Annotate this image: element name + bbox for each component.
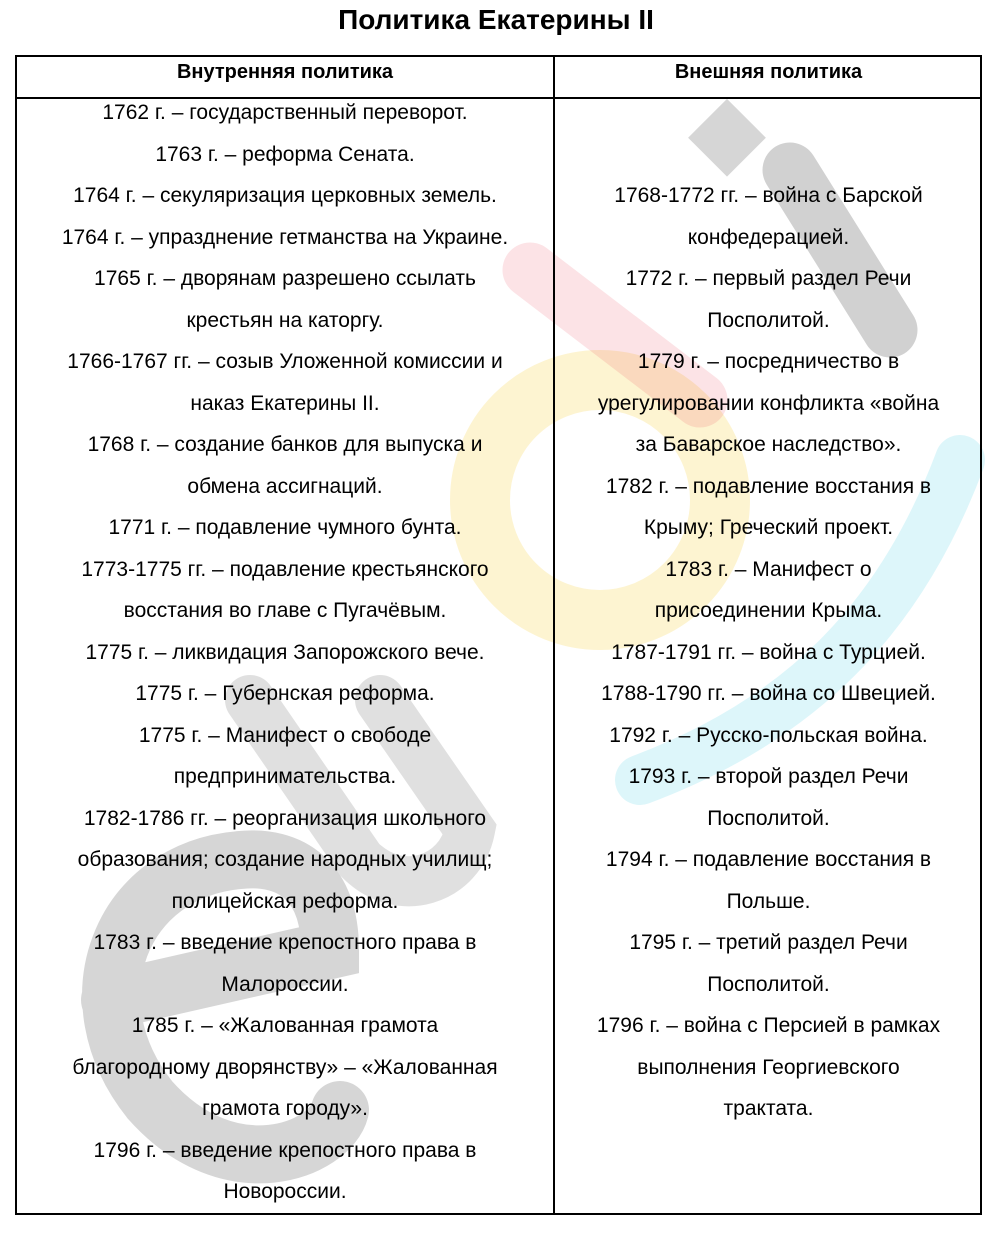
- entry-text-line: присоединении Крыма.: [654, 599, 883, 622]
- entry-text-line: наказ Екатерины II.: [190, 391, 380, 415]
- entry-text-line: 1793 г. – второй раздел Речи: [628, 765, 909, 788]
- entry-text-line: Крыму; Греческий проект.: [643, 516, 894, 539]
- external-policy-entry: [555, 341, 982, 466]
- entry-text-line: 1764 г. – секуляризация церковных земель.: [73, 184, 497, 207]
- entry-text-line: 1795 г. – третий раздел Речи: [629, 931, 908, 954]
- entry-text-line: 1783 г. – Манифест о: [665, 557, 872, 581]
- entry-text-line: 1771 г. – подавление чумного бунта.: [108, 516, 462, 539]
- entry-text-line: 1792 г. – Русско-польская война.: [609, 723, 928, 747]
- internal-policy-entry: [17, 1130, 553, 1213]
- external-policy-column: [555, 175, 982, 1130]
- entry-text-line: 1782 г. – подавление восстания в: [605, 474, 932, 498]
- internal-policy-entry: [17, 424, 553, 507]
- entry-text-line: образования; создание народных училищ;: [77, 848, 493, 871]
- entry-text-line: 1794 г. – подавление восстания в: [605, 848, 932, 871]
- entry-text-line: 1796 г. – введение крепостного права в: [93, 1138, 477, 1162]
- entry-text-line: 1779 г. – посредничество в: [637, 350, 900, 373]
- entry-text-line: 1763 г. – реформа Сената.: [155, 142, 415, 166]
- entry-text-line: конфедерацией.: [687, 225, 850, 249]
- entry-text-line: 1766-1767 гг. – созыв Уложенной комиссии и: [67, 350, 503, 373]
- entry-text-line: грамота городу».: [202, 1097, 368, 1120]
- internal-policy-entry: [17, 922, 553, 1005]
- entry-text-line: 1775 г. – Губернская реформа.: [135, 682, 435, 705]
- internal-policy-entry: [17, 549, 553, 632]
- internal-policy-entry: [17, 341, 553, 424]
- entry-text-line: предпринимательства.: [173, 765, 397, 788]
- entry-text-line: выполнения Георгиевского: [637, 1055, 900, 1079]
- entry-text-line: 1788-1790 гг. – война со Швецией.: [601, 682, 936, 705]
- internal-policy-entry: [17, 798, 553, 923]
- internal-policy-entry: [17, 1005, 553, 1130]
- entry-text-line: обмена ассигнаций.: [187, 474, 383, 498]
- entry-text-line: трактата.: [723, 1097, 814, 1120]
- external-policy-entry: [555, 922, 982, 1005]
- entry-text-line: 1764 г. – упразднение гетманства на Украине.: [61, 225, 509, 249]
- entry-text-line: 1775 г. – ликвидация Запорожского вече.: [85, 640, 485, 664]
- internal-policy-header: Внутренняя политика: [176, 61, 394, 83]
- entry-text-line: Малороссии.: [221, 972, 349, 996]
- entry-text-line: 1772 г. – первый раздел Речи: [625, 267, 912, 290]
- internal-policy-entry: [17, 258, 553, 341]
- page-title: Политика Екатерины II: [338, 4, 654, 35]
- entry-text-line: Посполитой.: [707, 972, 830, 996]
- external-policy-entry: [555, 466, 982, 549]
- external-policy-entry: [555, 175, 982, 258]
- entry-text-line: 1765 г. – дворянам разрешено ссылать: [94, 267, 476, 290]
- policy-table: [15, 55, 982, 1215]
- internal-policy-entry: [17, 632, 553, 674]
- entry-text-line: крестьян на каторгу.: [186, 308, 384, 332]
- entry-text-line: восстания во главе с Пугачёвым.: [123, 599, 447, 622]
- entry-text-line: 1775 г. – Манифест о свободе: [138, 723, 432, 747]
- entry-text-line: 1768-1772 гг. – война с Барской: [614, 184, 923, 207]
- external-policy-entry: [555, 1005, 982, 1130]
- internal-policy-entry: [17, 134, 553, 176]
- entry-text-line: 1773-1775 гг. – подавление крестьянского: [81, 557, 489, 581]
- internal-policy-entry: [17, 92, 553, 134]
- entry-text-line: 1785 г. – «Жалованная грамота: [131, 1014, 439, 1037]
- entry-text-line: 1782-1786 гг. – реорганизация школьного: [83, 806, 487, 830]
- entry-text-line: Посполитой.: [707, 308, 830, 332]
- internal-policy-entry: [17, 507, 553, 549]
- entry-text-line: за Баварское наследство».: [635, 433, 902, 456]
- entry-text-line: 1796 г. – война с Персией в рамках: [596, 1014, 941, 1037]
- internal-policy-column: [17, 92, 553, 1213]
- external-policy-entry: [555, 258, 982, 341]
- external-policy-entry: [555, 673, 982, 715]
- entry-text-line: урегулировании конфликта «война: [597, 391, 940, 415]
- external-policy-entry: [555, 756, 982, 839]
- internal-policy-entry: [17, 715, 553, 798]
- entry-text-line: полицейская реформа.: [171, 889, 399, 913]
- external-policy-entry: [555, 715, 982, 757]
- external-policy-entry: [555, 839, 982, 922]
- entry-text-line: Новороссии.: [223, 1180, 347, 1203]
- entry-text-line: 1783 г. – введение крепостного права в: [93, 931, 477, 954]
- internal-policy-entry: [17, 175, 553, 217]
- entry-text-line: благородному дворянству» – «Жалованная: [72, 1055, 498, 1079]
- internal-policy-entry: [17, 217, 553, 259]
- external-policy-header: Внешняя политика: [674, 61, 863, 83]
- entry-text-line: Польше.: [726, 889, 811, 913]
- internal-policy-entry: [17, 673, 553, 715]
- entry-text-line: Посполитой.: [707, 806, 830, 830]
- external-policy-entry: [555, 549, 982, 632]
- entry-text-line: 1762 г. – государственный переворот.: [102, 101, 468, 124]
- entry-text-line: 1787-1791 гг. – война с Турцией.: [611, 640, 926, 664]
- entry-text-line: 1768 г. – создание банков для выпуска и: [87, 433, 483, 456]
- external-policy-entry: [555, 632, 982, 674]
